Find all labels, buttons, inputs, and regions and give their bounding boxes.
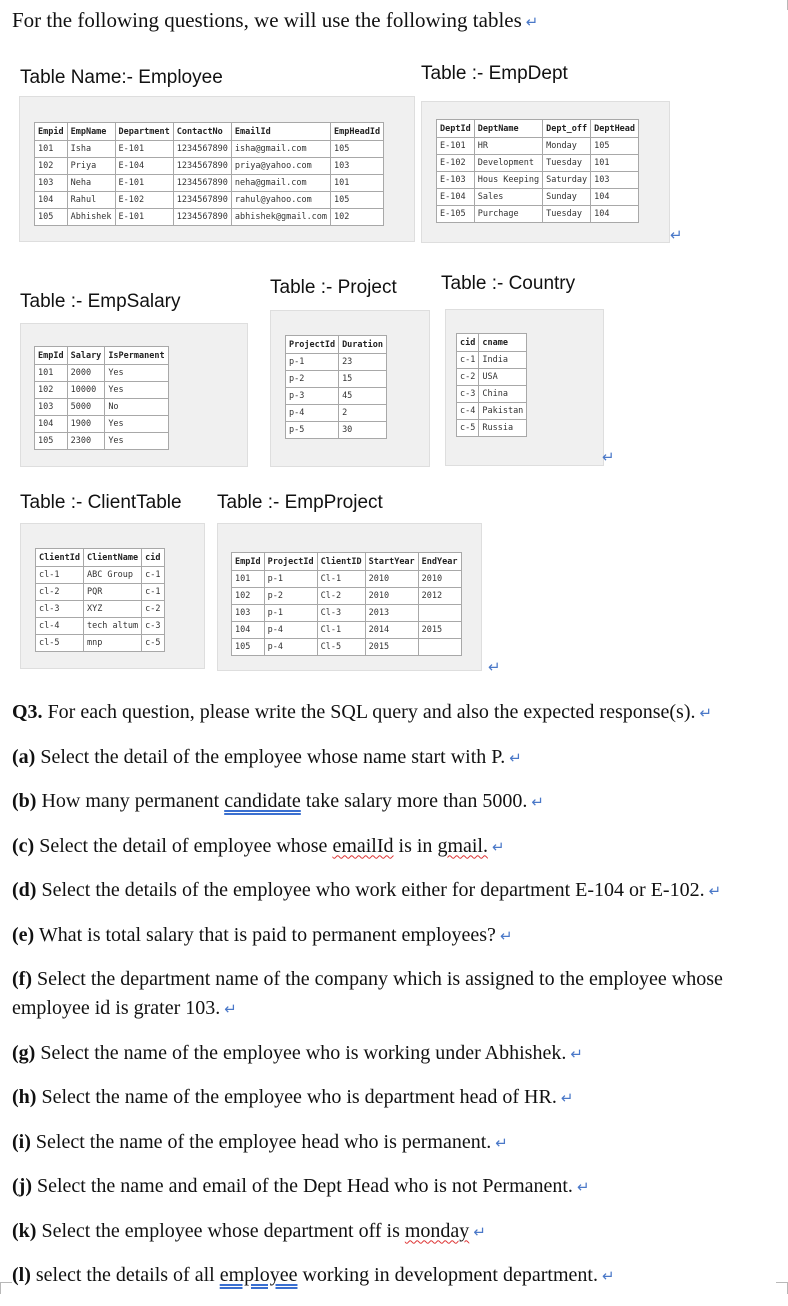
table-cell: Cl-1 (317, 622, 365, 639)
table-cell: cl-5 (36, 635, 84, 652)
table-cell: 101 (35, 141, 68, 158)
column-header: cid (142, 549, 164, 567)
table-cell: c-1 (142, 584, 164, 601)
country-table (456, 333, 527, 437)
table-row (437, 138, 639, 155)
table-cell: tech altum (83, 618, 141, 635)
table-cell: 105 (331, 141, 384, 158)
table-cell: Development (474, 155, 542, 172)
table-cell: c-5 (457, 420, 479, 437)
table-row (35, 141, 384, 158)
project-table-title: Table :- Project (270, 277, 397, 298)
table-cell: p-3 (286, 388, 339, 405)
table-cell: p-5 (286, 422, 339, 439)
table-cell (418, 605, 461, 622)
table-cell: 103 (591, 172, 639, 189)
column-header: ProjectId (264, 553, 317, 571)
table-row (457, 386, 527, 403)
table-cell: Yes (105, 416, 168, 433)
table-cell: c-1 (142, 567, 164, 584)
table-row (35, 175, 384, 192)
table-cell: Tuesday (543, 206, 591, 223)
table-row (457, 420, 527, 437)
intro-label: For the following questions, we will use the following tables (12, 8, 522, 32)
column-header: DeptId (437, 120, 475, 138)
table-cell: 102 (35, 382, 68, 399)
table-cell: rahul@yahoo.com (231, 192, 330, 209)
empsalary-table-title: Table :- EmpSalary (20, 291, 181, 312)
intro-text (12, 8, 538, 33)
table-row (457, 352, 527, 369)
q3-section (12, 698, 782, 1306)
column-header: ProjectId (286, 336, 339, 354)
table-cell: 2015 (418, 622, 461, 639)
column-header: EmpName (67, 123, 115, 141)
table-cell: 1234567890 (173, 192, 231, 209)
table-cell: p-4 (264, 639, 317, 656)
table-cell: p-1 (264, 571, 317, 588)
table-cell: 103 (232, 605, 265, 622)
table-cell: 2012 (418, 588, 461, 605)
table-cell: 2000 (67, 365, 105, 382)
table-cell: 2010 (418, 571, 461, 588)
column-header: IsPermanent (105, 347, 168, 365)
table-row (437, 172, 639, 189)
table-cell: 2014 (365, 622, 418, 639)
column-header: ContactNo (173, 123, 231, 141)
column-header: DeptName (474, 120, 542, 138)
table-cell: Saturday (543, 172, 591, 189)
question-a: (a) Select the detail of the employee whose name start with P. ↵ (12, 745, 522, 768)
column-header: Dept_off (543, 120, 591, 138)
table-cell: p-4 (286, 405, 339, 422)
table-row (35, 192, 384, 209)
table-cell: 104 (591, 206, 639, 223)
table-cell: 105 (331, 192, 384, 209)
table-cell: 104 (591, 189, 639, 206)
empproject-table-title: Table :- EmpProject (217, 492, 383, 513)
table-cell: E-102 (437, 155, 475, 172)
table-cell: XYZ (83, 601, 141, 618)
table-cell: Cl-1 (317, 571, 365, 588)
table-row (457, 403, 527, 420)
column-header: Department (115, 123, 173, 141)
table-cell: c-2 (457, 369, 479, 386)
table-row (286, 371, 387, 388)
table-cell: No (105, 399, 168, 416)
table-header-row (286, 336, 387, 354)
table-cell: 2015 (365, 639, 418, 656)
table-cell: 1234567890 (173, 175, 231, 192)
table-row (36, 618, 165, 635)
column-header: cname (479, 334, 527, 352)
table-cell: Priya (67, 158, 115, 175)
table-cell: p-2 (286, 371, 339, 388)
table-row (36, 567, 165, 584)
table-cell: 104 (35, 416, 68, 433)
page-corner-mark (0, 1282, 12, 1283)
question-c: (c) Select the detail of employee whose emailId is in gmail. ↵ (12, 834, 505, 857)
question-g: (g) Select the name of the employee who is working under Abhishek. ↵ (12, 1041, 583, 1064)
table-cell: 102 (232, 588, 265, 605)
question-f: (f) Select the department name of the company which is assigned to the employee whose employee id is grater 103. ↵ (12, 968, 723, 1019)
table-cell: E-101 (115, 141, 173, 158)
table-row (437, 206, 639, 223)
question-l: (l) select the details of all employee working in development department. ↵ (12, 1264, 615, 1286)
table-cell (418, 639, 461, 656)
table-cell: Cl-3 (317, 605, 365, 622)
table-row (35, 158, 384, 175)
table-cell: 101 (232, 571, 265, 588)
question-e: (e) What is total salary that is paid to permanent employees? ↵ (12, 923, 513, 946)
table-cell: 101 (591, 155, 639, 172)
table-header-row (457, 334, 527, 352)
table-row (35, 382, 169, 399)
table-cell: p-1 (264, 605, 317, 622)
table-cell: Russia (479, 420, 527, 437)
table-cell: E-101 (437, 138, 475, 155)
table-cell: 103 (331, 158, 384, 175)
table-cell: 2 (339, 405, 387, 422)
table-row (232, 639, 462, 656)
question-j: (j) Select the name and email of the Dept Head who is not Permanent. ↵ (12, 1175, 590, 1197)
empdept-table-title: Table :- EmpDept (421, 63, 568, 84)
table-cell: E-102 (115, 192, 173, 209)
page-corner-mark (0, 1282, 1, 1294)
table-header-row (232, 553, 462, 571)
table-cell: mnp (83, 635, 141, 652)
column-header: StartYear (365, 553, 418, 571)
table-cell: Monday (543, 138, 591, 155)
column-header: Salary (67, 347, 105, 365)
table-row (437, 155, 639, 172)
column-header: EndYear (418, 553, 461, 571)
table-cell: China (479, 386, 527, 403)
table-cell: c-5 (142, 635, 164, 652)
table-row (35, 399, 169, 416)
table-cell: Rahul (67, 192, 115, 209)
table-cell: priya@yahoo.com (231, 158, 330, 175)
page-corner-mark (776, 1282, 788, 1283)
table-cell: c-2 (142, 601, 164, 618)
table-cell: 1234567890 (173, 209, 231, 226)
table-header-row (35, 347, 169, 365)
table-cell: USA (479, 369, 527, 386)
table-cell: Yes (105, 433, 168, 450)
table-cell: abhishek@gmail.com (231, 209, 330, 226)
empproject-table (231, 552, 462, 656)
table-row (437, 189, 639, 206)
clienttable-table (35, 548, 165, 652)
table-cell: Sales (474, 189, 542, 206)
table-row (286, 422, 387, 439)
table-cell: 101 (331, 175, 384, 192)
column-header: Empid (35, 123, 68, 141)
table-cell: c-1 (457, 352, 479, 369)
table-cell: 1234567890 (173, 141, 231, 158)
table-cell: 104 (232, 622, 265, 639)
table-row (36, 584, 165, 601)
table-row (232, 588, 462, 605)
table-cell: 105 (232, 639, 265, 656)
table-cell: Purchage (474, 206, 542, 223)
column-header: Duration (339, 336, 387, 354)
table-cell: cl-1 (36, 567, 84, 584)
table-cell: neha@gmail.com (231, 175, 330, 192)
table-cell: isha@gmail.com (231, 141, 330, 158)
table-cell: Cl-2 (317, 588, 365, 605)
table-cell: E-101 (115, 209, 173, 226)
table-cell: 104 (35, 192, 68, 209)
table-cell: 105 (35, 433, 68, 450)
column-header: cid (457, 334, 479, 352)
table-cell: ABC Group (83, 567, 141, 584)
column-header: ClientId (36, 549, 84, 567)
question-d: (d) Select the details of the employee who work either for department E-104 or E-102. ↵ (12, 879, 722, 901)
clienttable-table-title: Table :- ClientTable (20, 492, 182, 513)
empsalary-table (34, 346, 169, 450)
table-cell: 5000 (67, 399, 105, 416)
table-cell: 103 (35, 175, 68, 192)
table-cell: 103 (35, 399, 68, 416)
table-row (36, 635, 165, 652)
table-cell: E-104 (437, 189, 475, 206)
table-cell: PQR (83, 584, 141, 601)
project-table (285, 335, 387, 439)
table-row (35, 433, 169, 450)
return-mark-icon: ↵ (488, 658, 501, 676)
table-cell: Tuesday (543, 155, 591, 172)
table-cell: 1900 (67, 416, 105, 433)
table-cell: E-103 (437, 172, 475, 189)
table-cell: Yes (105, 365, 168, 382)
table-cell: India (479, 352, 527, 369)
table-row (36, 601, 165, 618)
table-cell: 15 (339, 371, 387, 388)
table-cell: Sunday (543, 189, 591, 206)
table-row (286, 354, 387, 371)
table-cell: Yes (105, 382, 168, 399)
column-header: DeptHead (591, 120, 639, 138)
table-cell: c-3 (142, 618, 164, 635)
column-header: EmpId (35, 347, 68, 365)
table-cell: 1234567890 (173, 158, 231, 175)
table-cell: 102 (35, 158, 68, 175)
employee-table (34, 122, 384, 226)
table-cell: 105 (35, 209, 68, 226)
table-cell: cl-3 (36, 601, 84, 618)
table-cell: 2010 (365, 571, 418, 588)
table-header-row (36, 549, 165, 567)
table-header-row (35, 123, 384, 141)
employee-table-title: Table Name:- Employee (20, 67, 223, 88)
table-cell: Pakistan (479, 403, 527, 420)
question-h: (h) Select the name of the employee who is department head of HR. ↵ (12, 1086, 574, 1108)
table-cell: Isha (67, 141, 115, 158)
column-header: EmpId (232, 553, 265, 571)
table-cell: Abhishek (67, 209, 115, 226)
table-cell: HR (474, 138, 542, 155)
empdept-table (436, 119, 639, 223)
table-cell: c-3 (457, 386, 479, 403)
column-header: EmailId (231, 123, 330, 141)
table-row (35, 365, 169, 382)
table-row (232, 605, 462, 622)
table-cell: 2010 (365, 588, 418, 605)
table-cell: 2300 (67, 433, 105, 450)
question-k: (k) Select the employee whose department off is monday ↵ (12, 1219, 486, 1242)
table-cell: E-104 (115, 158, 173, 175)
table-cell: p-2 (264, 588, 317, 605)
table-row (232, 622, 462, 639)
table-row (35, 209, 384, 226)
column-header: ClientID (317, 553, 365, 571)
table-header-row (437, 120, 639, 138)
table-cell: Neha (67, 175, 115, 192)
table-row (286, 388, 387, 405)
table-cell: 10000 (67, 382, 105, 399)
table-cell: 105 (591, 138, 639, 155)
return-mark-icon: ↵ (602, 448, 615, 466)
table-cell: 2013 (365, 605, 418, 622)
table-cell: p-4 (264, 622, 317, 639)
table-cell: c-4 (457, 403, 479, 420)
table-cell: 30 (339, 422, 387, 439)
table-row (35, 416, 169, 433)
table-row (457, 369, 527, 386)
table-cell: p-1 (286, 354, 339, 371)
table-cell: 45 (339, 388, 387, 405)
country-table-title: Table :- Country (441, 273, 576, 294)
question-i: (i) Select the name of the employee head who is permanent. ↵ (12, 1130, 508, 1153)
q3-heading: Q3. For each question, please write the SQL query and also the expected response(s). ↵ (12, 701, 713, 723)
return-mark-icon: ↵ (670, 226, 683, 244)
table-cell: cl-4 (36, 618, 84, 635)
column-header: ClientName (83, 549, 141, 567)
table-cell: cl-2 (36, 584, 84, 601)
column-header: EmpHeadId (331, 123, 384, 141)
table-cell: E-101 (115, 175, 173, 192)
table-cell: 101 (35, 365, 68, 382)
table-cell: 23 (339, 354, 387, 371)
table-cell: E-105 (437, 206, 475, 223)
table-cell: Cl-5 (317, 639, 365, 656)
table-cell: Hous Keeping (474, 172, 542, 189)
question-b: (b) How many permanent candidate take salary more than 5000. ↵ (12, 790, 544, 812)
table-row (286, 405, 387, 422)
table-row (232, 571, 462, 588)
return-mark-icon: ↵ (525, 13, 539, 31)
table-cell: 102 (331, 209, 384, 226)
